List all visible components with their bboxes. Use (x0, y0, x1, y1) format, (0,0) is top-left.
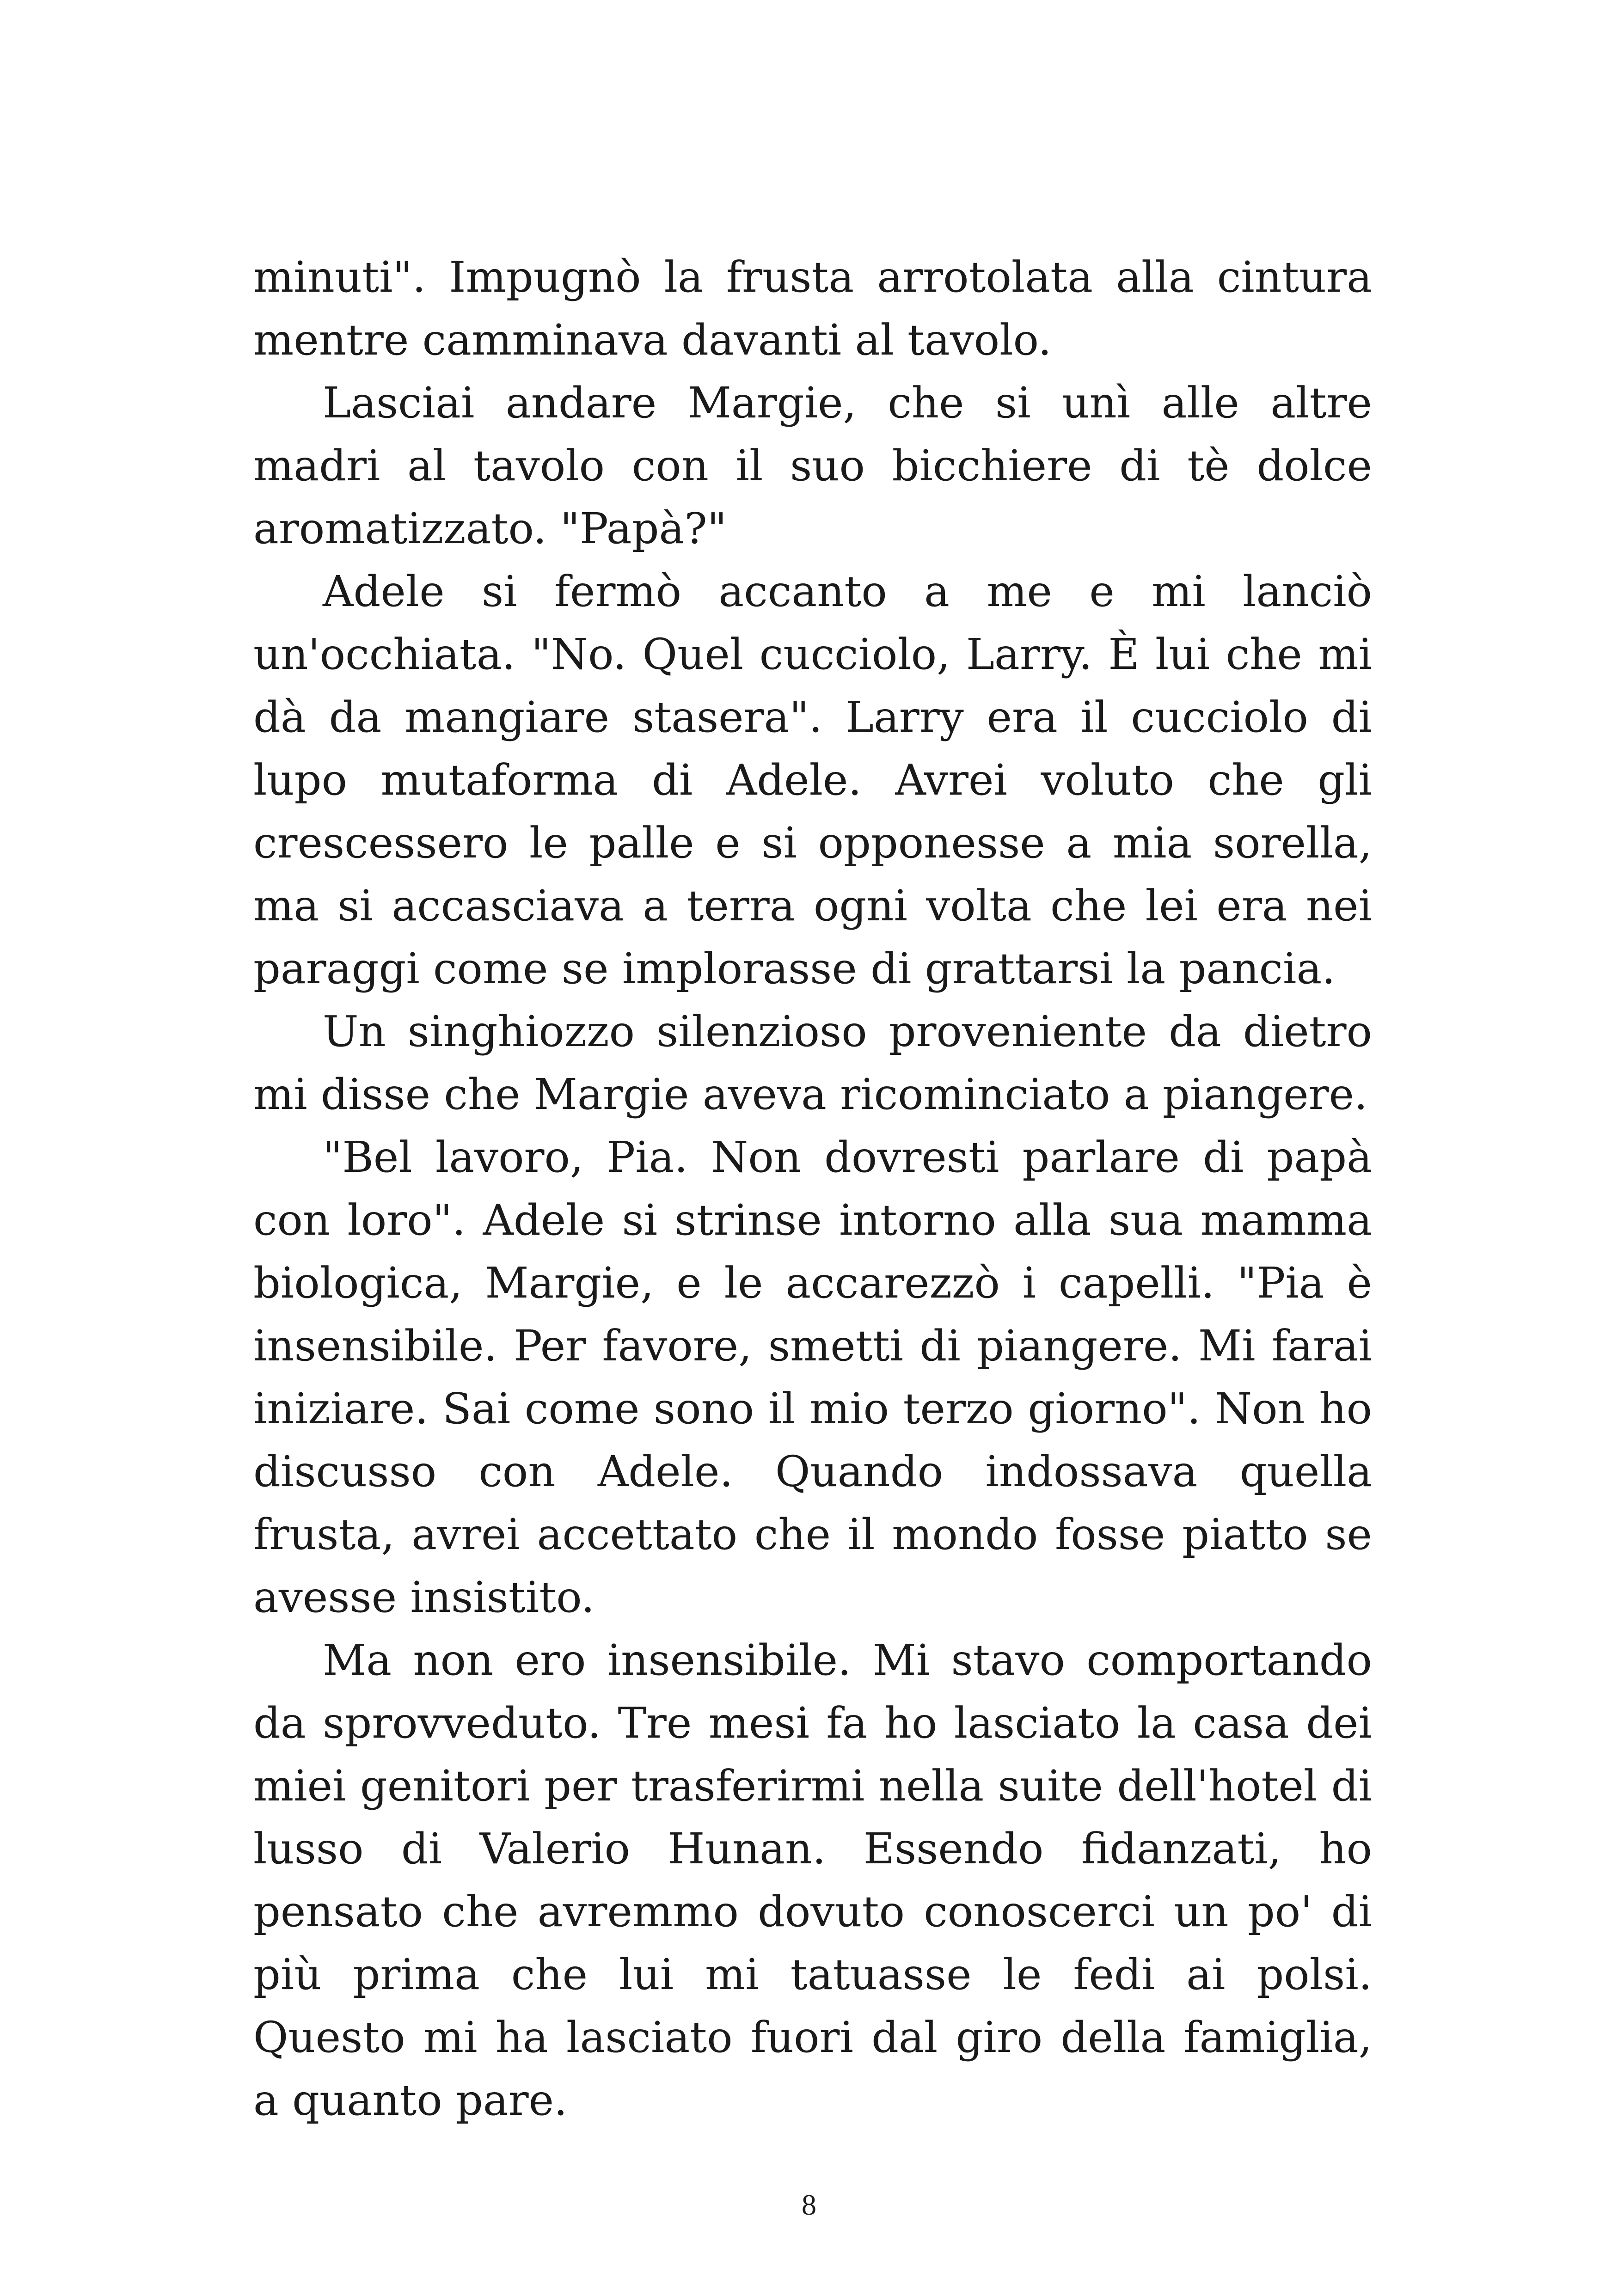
page-number: 8 (802, 2188, 816, 2221)
paragraph: Un singhiozzo silenzioso proveniente da dietro mi disse che Margie aveva ricominciato a piangere. (253, 1007, 1372, 1119)
paragraph: Ma non ero insensibile. Mi stavo comportando da sprovveduto. Tre mesi fa ho lasciato la casa dei miei genitori per trasferirmi nella suite dell'hotel di lusso di Valerio Hunan. Essendo fidanzati, ho pensato che avremmo dovuto conoscerci un po' di più prima che lui mi tatuasse le fedi ai polsi. Questo mi ha lasciato fuori dal giro della famiglia, a quanto pare. (253, 1635, 1372, 2125)
paragraph: Lasciai andare Margie, che si unì alle altre madri al tavolo con il suo bicchiere di tè dolce aromatizzato. "Papà?" (253, 378, 1372, 553)
paragraph: minuti". Impugnò la frusta arrotolata alla cintura mentre camminava davanti al tavolo. (253, 252, 1372, 365)
paragraph: "Bel lavoro, Pia. Non dovresti parlare di papà con loro". Adele si strinse intorno alla sua mamma biologica, Margie, e le accarezzò i capelli. "Pia è insensibile. Per favore, smetti di piangere. Mi farai iniziare. Sai come sono il mio terzo giorno". Non ho discusso con Adele. Quando indossava quella frusta, avrei accettato che il mondo fosse piatto se avesse insistito. (253, 1133, 1372, 1622)
paragraph: Adele si fermò accanto a me e mi lanciò un'occhiata. "No. Quel cucciolo, Larry. È lui che mi dà da mangiare stasera". Larry era il cucciolo di lupo mutaforma di Adele. Avrei voluto che gli crescessero le palle e si opponesse a mia sorella, ma si accasciava a terra ogni volta che lei era nei paraggi come se implorasse di grattarsi la pancia. (253, 567, 1372, 993)
body-text (253, 246, 1372, 2132)
